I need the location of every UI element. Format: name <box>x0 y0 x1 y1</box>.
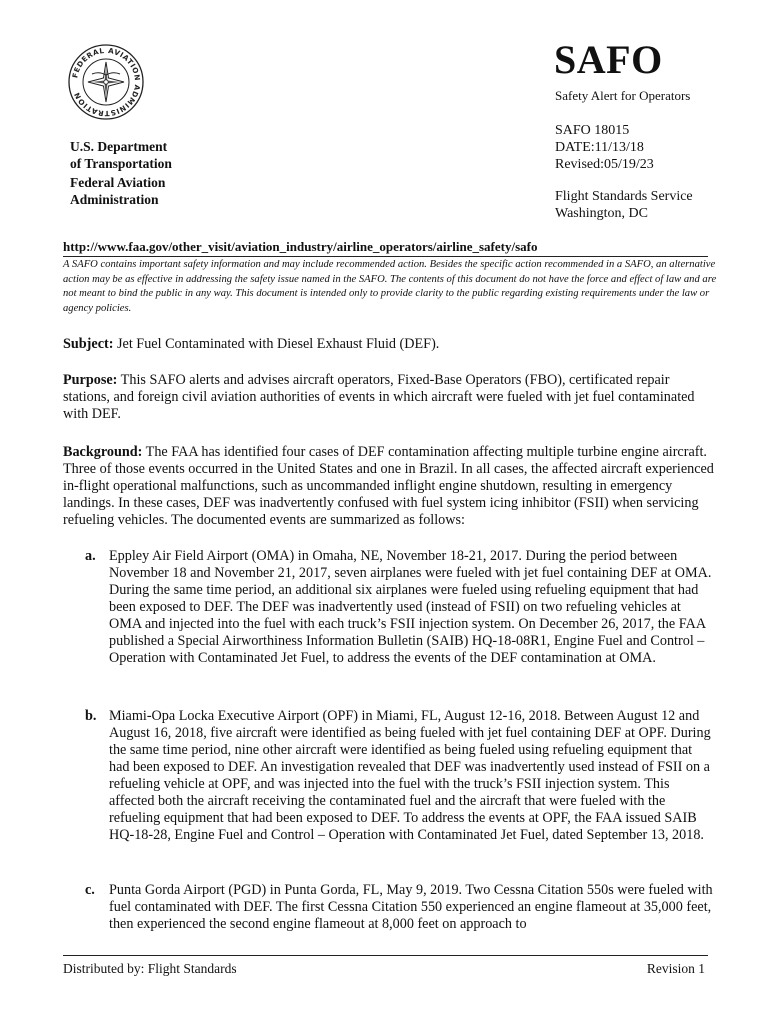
footer-divider <box>63 955 708 956</box>
safo-url-link[interactable]: http://www.faa.gov/other_visit/aviation_industry/airline_operators/airline_safety/safo <box>63 239 538 254</box>
background-label: Background: <box>63 444 143 460</box>
event-label: b. <box>85 708 97 724</box>
service-block <box>555 188 693 222</box>
event-text: Punta Gorda Airport (PGD) in Punta Gorda, FL, May 9, 2019. Two Cessna Citation 550s were fueled with fuel contaminated with DEF. The first Cessna Citation 550 experienced an engine flameout at 35,000 feet, then experienced the second engine flameout at 8,000 feet on approach to <box>109 882 713 932</box>
dept-line-1: U.S. Department <box>70 139 168 154</box>
event-text: Miami-Opa Locka Executive Airport (OPF) in Miami, FL, August 12-16, 2018. Between August 12 and August 16, 2018, five aircraft were identified as being fueled with jet fuel containing DEF at OPF. During the same time period, nine other aircraft were identified as being fueled using refueling equipment that had been exposed to DEF. An investigation revealed that DEF was inadvertently used instead of FSII on a refueling vehicle at OPF, and was injected into the fuel with the truck’s FSII injection system. This affected both the aircraft receiving the contaminated fuel and the aircraft that were fueled with the refueling equipment that had been exposed to DEF. To address the events at OPF, the FAA issued SAIB HQ-18-28, Engine Fuel and Control – Operation with Contaminated Jet Fuel, dated September 13, 2018. <box>109 708 711 843</box>
purpose-text: This SAFO alerts and advises aircraft operators, Fixed-Base Operators (FBO), certificated repair stations, and foreign civil aviation authorities of events in which aircraft were fueled with jet fuel contaminated with DEF. <box>63 372 695 422</box>
service-name: Flight Standards Service <box>555 189 693 204</box>
service-location: Washington, DC <box>555 206 648 221</box>
purpose-label: Purpose: <box>63 372 118 388</box>
subject-text: Jet Fuel Contaminated with Diesel Exhaust Fluid (DEF). <box>113 336 440 352</box>
safo-revised: Revised:05/19/23 <box>555 157 654 172</box>
subject-label: Subject: <box>63 336 114 352</box>
safo-number: SAFO 18015 <box>555 123 630 138</box>
dept-line-3: Federal Aviation <box>70 175 166 190</box>
event-label: c. <box>85 882 95 898</box>
subject-paragraph <box>63 336 715 353</box>
dept-line-4: Administration <box>70 192 159 207</box>
safo-meta <box>555 122 654 173</box>
dept-line-2: of Transportation <box>70 156 172 171</box>
department-block <box>70 138 172 208</box>
background-text: The FAA has identified four cases of DEF contamination affecting multiple turbine engine aircraft. Three of those events occurred in the United States and one in Brazil. In all cases, the affected aircraft experienced in-flight operational malfunctions, such as uncommanded inflight engine shutdown, resulting in emergency landings. In these cases, DEF was inadvertently confused with fuel system icing inhibitor (FSII) when servicing refueling vehicles. The documented events are summarized as follows: <box>63 444 714 528</box>
seal-text: FEDERAL AVIATION ADMINISTRATION <box>70 45 143 119</box>
footer-revision: Revision 1 <box>646 961 705 976</box>
event-label: a. <box>85 548 96 564</box>
faa-seal-logo <box>68 44 144 120</box>
safo-title: SAFO <box>554 37 663 82</box>
event-text: Eppley Air Field Airport (OMA) in Omaha, NE, November 18-21, 2017. During the period between November 18 and November 21, 2017, seven airplanes were fueled with jet fuel containing DEF at OMA. During the same time period, an additional six airplanes were fueled using refueling equipment that had been exposed to DEF. The DEF was inadvertently used (instead of FSII) on two refueling vehicles at OMA and injected into the fuel with each truck’s FSII injection system. On December 26, 2017, the FAA published a Special Airworthiness Information Bulletin (SAIB) HQ-18-08R1, Engine Fuel and Control – Operation with Contaminated Jet Fuel, to address the events of the DEF contamination at OMA. <box>109 548 712 666</box>
event-item-b <box>85 708 715 844</box>
event-item-c <box>85 882 715 933</box>
footer-distribution: Distributed by: Flight Standards <box>63 961 237 976</box>
safo-date: DATE:11/13/18 <box>555 140 644 155</box>
purpose-paragraph <box>63 372 715 423</box>
safo-subtitle: Safety Alert for Operators <box>555 88 691 103</box>
event-item-a <box>85 548 715 667</box>
header-divider <box>63 256 708 257</box>
background-paragraph <box>63 444 715 529</box>
disclaimer-text: A SAFO contains important safety information and may include recommended action. Besides the specific action recommended in a SAFO, an alternative action may be as effective in addressing the safety issue named in the SAFO. The contents of this document do not have the force and effect of law and are not meant to bind the public in any way. This document is intended only to provide clarity to the public regarding existing requirements under the law or agency policies. <box>63 259 717 314</box>
